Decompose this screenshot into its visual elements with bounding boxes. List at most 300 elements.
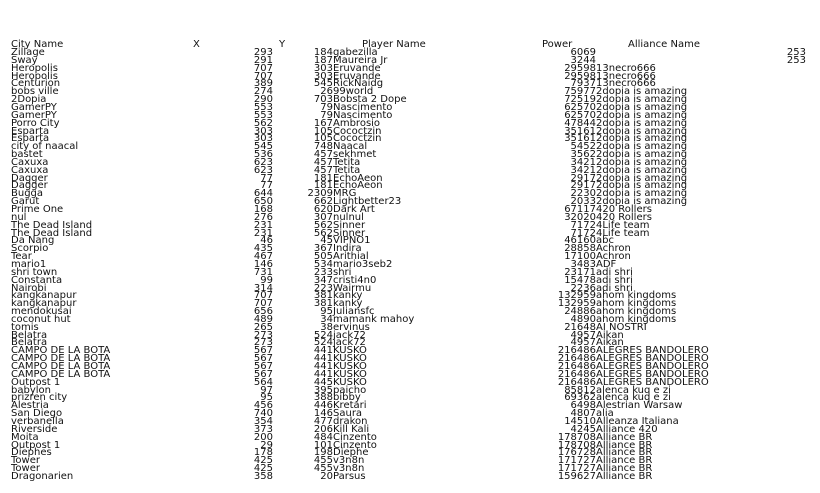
x-cell: 489 <box>253 313 273 325</box>
power-cell: 15478 <box>564 274 596 286</box>
table-row <box>0 205 820 213</box>
y-cell: 441 <box>313 361 333 372</box>
alliance-cell: adi shri <box>596 282 633 294</box>
y-cell: 303 <box>313 62 333 74</box>
power-cell: 216486 <box>557 361 596 372</box>
alliance-cell: adi shri <box>596 266 633 278</box>
x-cell: 276 <box>253 211 273 223</box>
city-cell: shri town <box>11 266 58 278</box>
power-cell: 7172 <box>570 227 596 239</box>
city-cell: verbanella <box>11 415 64 427</box>
y-cell: 167 <box>313 117 333 129</box>
alliance-cell: ALEGRES BANDOLERO <box>596 376 709 388</box>
y-cell: 187 <box>313 54 333 66</box>
x-cell: 77 <box>260 172 273 184</box>
x-cell: 274 <box>253 86 273 98</box>
header-x: X <box>193 39 200 50</box>
city-cell: kangkanapur <box>11 298 77 310</box>
x-cell: 389 <box>253 78 273 90</box>
alliance-cell: ahom kingdoms <box>596 313 677 325</box>
alliance-cell: ahom kingdoms <box>596 298 677 310</box>
city-cell: Dragonarien <box>11 470 74 482</box>
table-row <box>0 392 820 404</box>
x-cell: 650 <box>253 196 273 208</box>
x-cell: 290 <box>253 94 273 106</box>
x-cell: 77 <box>260 180 273 192</box>
table-row <box>0 133 820 145</box>
y-cell: 181 <box>313 172 333 184</box>
x-cell: 29 <box>260 439 273 451</box>
city-cell: Moita <box>11 431 39 443</box>
table-row <box>0 463 820 475</box>
power-cell: 85812 <box>564 384 596 396</box>
header-y: Y <box>279 39 286 50</box>
power-cell: 4957 <box>570 337 596 349</box>
y-cell: 367 <box>313 243 333 255</box>
y-cell: 105 <box>313 133 333 145</box>
x-cell: 435 <box>253 243 273 255</box>
power-cell: 62570 <box>564 101 596 113</box>
alliance-cell: Achron <box>596 251 631 263</box>
y-cell: 395 <box>313 384 333 396</box>
alliance-cell: adi shri <box>596 274 633 286</box>
y-cell: 524 <box>313 329 333 341</box>
player-cell: Nascimento <box>333 109 393 121</box>
alliance-cell: Alliance BR <box>596 470 653 482</box>
power-cell: 29598 <box>564 70 596 82</box>
power-cell: 4957 <box>570 329 596 341</box>
city-cell: 2Dopia <box>11 94 47 106</box>
city-cell: Riverside <box>11 423 58 435</box>
y-cell: 38 <box>320 321 333 333</box>
x-cell: 358 <box>253 470 273 482</box>
x-cell: 707 <box>253 298 273 310</box>
alliance-cell: Alliance BR <box>596 447 653 459</box>
x-cell: 46 <box>260 235 273 247</box>
x-cell: 231 <box>253 219 273 231</box>
alliance-cell: 420 Rollers <box>596 211 652 223</box>
alliance-cell: abc <box>596 235 614 247</box>
city-cell: Alestria <box>11 400 49 412</box>
player-cell: EchoAeon <box>333 180 383 192</box>
table-row <box>0 400 820 412</box>
player-cell: Eruvande <box>333 62 381 74</box>
city-cell: Sway <box>11 54 38 66</box>
city-cell: CAMPO DE LA BOTA <box>11 361 111 372</box>
alliance-cell: ahom kingdoms <box>596 306 677 318</box>
y-cell: 307 <box>313 211 333 223</box>
player-cell: Parsus <box>333 470 366 482</box>
x-cell: 707 <box>253 290 273 302</box>
power-cell: 216486 <box>557 345 596 357</box>
alliance-cell: Alliance BR <box>596 463 653 475</box>
power-cell: 2236 <box>570 282 596 294</box>
power-cell: 132959 <box>557 298 596 310</box>
player-cell: gabezilla <box>333 47 378 58</box>
x-cell: 168 <box>253 204 273 215</box>
city-cell: Tower <box>11 455 40 467</box>
table-row <box>0 103 820 111</box>
x-cell: 293 <box>253 47 273 58</box>
table-row <box>0 455 820 467</box>
x-cell: 303 <box>253 133 273 145</box>
city-cell: Dagger <box>11 180 48 192</box>
x-cell: 354 <box>253 415 273 427</box>
player-cell: Lightbetter23 <box>333 196 402 208</box>
x-cell: 623 <box>253 156 273 168</box>
power-cell: 69362 <box>564 392 596 404</box>
y-cell: 146 <box>313 408 333 420</box>
table-row <box>0 72 820 80</box>
header-power: Power <box>542 39 573 50</box>
city-cell: Outpost 1 <box>11 439 61 451</box>
city-cell: Diephes <box>11 447 52 459</box>
table-row <box>0 141 820 153</box>
player-cell: mario3seb2 <box>333 258 393 270</box>
power-cell: 21648 <box>564 321 596 333</box>
y-cell: 562 <box>313 227 333 239</box>
player-cell: Sinner <box>333 227 366 239</box>
table-row <box>0 188 820 200</box>
alliance-cell: alenca kuq e zi <box>596 384 671 396</box>
player-cell: kanky <box>333 298 363 310</box>
y-cell: 206 <box>313 423 333 435</box>
power-cell: 216486 <box>557 368 596 380</box>
x-cell: 656 <box>253 306 273 318</box>
player-cell: Cinzento <box>333 439 377 451</box>
x-cell: 567 <box>253 368 273 380</box>
power-cell: 3421 <box>570 156 596 168</box>
alliance-cell: Alliance BR <box>596 439 653 451</box>
player-cell: Kretari <box>333 400 367 412</box>
city-cell: Esparta <box>11 125 50 137</box>
extra-cell: 253 <box>786 47 806 58</box>
city-cell: coconut hut <box>11 313 71 325</box>
y-cell: 446 <box>313 400 333 412</box>
y-cell: 198 <box>313 447 333 459</box>
player-cell: shri <box>333 266 352 278</box>
city-cell: Belatra <box>11 329 48 341</box>
player-cell: kanky <box>333 290 363 302</box>
alliance-cell: ADF <box>596 258 617 270</box>
city-cell: mendokusai <box>11 306 72 318</box>
alliance-cell: Alliance 420 <box>596 423 658 435</box>
power-cell: 2230 <box>570 188 596 200</box>
power-cell: 47844 <box>564 117 596 129</box>
x-cell: 564 <box>253 376 273 388</box>
power-cell: 216486 <box>557 353 596 365</box>
x-cell: 623 <box>253 164 273 176</box>
city-cell: Tear <box>11 251 32 263</box>
power-cell: 178708 <box>557 439 596 451</box>
alliance-cell: 2dopia is amazing <box>596 196 688 208</box>
x-cell: 553 <box>253 109 273 121</box>
x-cell: 740 <box>253 408 273 420</box>
table-row <box>0 378 820 386</box>
table-row <box>0 315 820 323</box>
alliance-cell: 2dopia is amazing <box>596 180 688 192</box>
alliance-cell: Alleanza Italiana <box>596 415 679 427</box>
city-cell: Bugga <box>11 188 44 200</box>
y-cell: 457 <box>313 164 333 176</box>
power-cell: 3562 <box>570 149 596 161</box>
y-cell: 381 <box>313 298 333 310</box>
x-cell: 644 <box>253 188 273 200</box>
y-cell: 45 <box>320 235 333 247</box>
x-cell: 95 <box>260 392 273 404</box>
y-cell: 34 <box>320 313 333 325</box>
x-cell: 273 <box>253 337 273 349</box>
city-cell: kangkanapur <box>11 290 77 302</box>
x-cell: 146 <box>253 258 273 270</box>
y-cell: 505 <box>313 251 333 263</box>
power-cell: 159627 <box>557 470 596 482</box>
player-cell: v3n8n <box>333 463 365 475</box>
power-cell: 6069 <box>570 47 596 58</box>
y-cell: 620 <box>313 204 333 215</box>
alliance-cell: 13necro666 <box>596 62 656 74</box>
y-cell: 455 <box>313 455 333 467</box>
table-row <box>0 158 820 166</box>
y-cell: 184 <box>313 47 333 58</box>
player-cell: 99world <box>333 86 374 98</box>
alliance-cell: alenca kuq e zi <box>596 392 671 404</box>
x-cell: 178 <box>253 447 273 459</box>
table-row <box>0 111 820 119</box>
city-cell: GamerPY <box>11 109 57 121</box>
table-row <box>0 417 820 425</box>
alliance-cell: ALEGRES BANDOLERO <box>596 353 709 365</box>
alliance-cell: 2dopia is amazing <box>596 141 688 153</box>
player-cell: bibby <box>333 392 361 404</box>
table-row <box>0 447 820 459</box>
player-cell: Indira <box>333 243 362 255</box>
city-cell: Esparta <box>11 133 50 145</box>
y-cell: 26 <box>320 86 333 98</box>
x-cell: 425 <box>253 463 273 475</box>
table-row <box>0 221 820 229</box>
y-cell: 79 <box>320 109 333 121</box>
city-cell: Prime One <box>11 204 64 215</box>
x-cell: 553 <box>253 101 273 113</box>
player-cell: Arithial <box>333 251 369 263</box>
y-cell: 105 <box>313 125 333 137</box>
y-cell: 484 <box>313 431 333 443</box>
player-cell: jack72 <box>333 329 366 341</box>
header-city-name: City Name <box>11 39 64 50</box>
y-cell: 662 <box>313 196 333 208</box>
y-cell: 441 <box>313 368 333 380</box>
power-cell: 2917 <box>570 172 596 184</box>
alliance-cell: 2dopia is amazing <box>596 133 688 145</box>
alliance-cell: ALEGRES BANDOLERO <box>596 368 709 380</box>
power-cell: 67117 <box>564 204 596 215</box>
y-cell: 477 <box>313 415 333 427</box>
city-cell: Da Nang <box>11 235 55 247</box>
power-cell: 28858 <box>564 243 596 255</box>
y-cell: 748 <box>313 141 333 153</box>
player-cell: MRG <box>333 188 357 200</box>
player-cell: Sinner <box>333 219 366 231</box>
x-cell: 231 <box>253 227 273 239</box>
power-cell: 4890 <box>570 313 596 325</box>
player-cell: Tetita <box>333 156 361 168</box>
player-cell: Kill Kali <box>333 423 370 435</box>
table-row <box>0 441 820 449</box>
city-cell: Porro City <box>11 117 60 129</box>
power-cell: 75977 <box>564 86 596 98</box>
city-cell: Heropolis <box>11 70 58 82</box>
city-cell: Dagger <box>11 172 48 184</box>
table-row <box>0 180 820 192</box>
y-cell: 95 <box>320 306 333 318</box>
y-cell: 181 <box>313 180 333 192</box>
alliance-cell: 2dopia is amazing <box>596 172 688 184</box>
city-cell: San Diego <box>11 408 63 420</box>
y-cell: 455 <box>313 463 333 475</box>
power-cell: 6498 <box>570 400 596 412</box>
alliance-cell: Alliance BR <box>596 431 653 443</box>
y-cell: 233 <box>313 266 333 278</box>
x-cell: 731 <box>253 266 273 278</box>
x-cell: 545 <box>253 141 273 153</box>
power-cell: 14510 <box>564 415 596 427</box>
player-cell: KUSKO <box>333 376 367 388</box>
alliance-cell: 13necro666 <box>596 70 656 82</box>
table-row <box>0 86 820 98</box>
x-cell: 707 <box>253 62 273 74</box>
table-row <box>0 127 820 135</box>
power-cell: 3483 <box>570 258 596 270</box>
power-cell: 32020 <box>564 211 596 223</box>
y-cell: 388 <box>313 392 333 404</box>
power-cell: 23171 <box>564 266 596 278</box>
alliance-cell: 2dopia is amazing <box>596 149 688 161</box>
y-cell: 20 <box>320 470 333 482</box>
player-cell: Cococtzin <box>333 125 382 137</box>
player-cell: v3n8n <box>333 455 365 467</box>
player-cell: Nascimento <box>333 101 393 113</box>
alliance-cell: 2dopia is amazing <box>596 164 688 176</box>
city-cell: bastet <box>11 149 43 161</box>
y-cell: 223 <box>313 282 333 294</box>
player-cell: mamank mahoy <box>333 313 415 325</box>
city-cell: Outpost 1 <box>11 376 61 388</box>
player-cell: Saura <box>333 408 363 420</box>
x-cell: 303 <box>253 125 273 137</box>
alliance-cell: 4Life team <box>596 219 650 231</box>
city-cell: GamerPY <box>11 101 57 113</box>
city-cell: city of naacal <box>11 141 79 153</box>
y-cell: 457 <box>313 149 333 161</box>
table-row <box>0 48 820 56</box>
table-row <box>0 243 820 255</box>
power-cell: 46160 <box>564 235 596 247</box>
power-cell: 176728 <box>557 447 596 459</box>
player-cell: KUSKO <box>333 353 367 365</box>
player-cell: Maureira Jr <box>333 54 388 66</box>
player-cell: Cococtzin <box>333 133 382 145</box>
table-row <box>0 433 820 441</box>
alliance-cell: AI NOSTRI <box>596 321 647 333</box>
player-cell: sekhmet <box>333 149 377 161</box>
y-cell: 457 <box>313 156 333 168</box>
player-cell: RickNaidg <box>333 78 384 90</box>
table-row <box>0 298 820 310</box>
power-cell: 3421 <box>570 164 596 176</box>
x-cell: 373 <box>253 423 273 435</box>
power-cell: 132959 <box>557 290 596 302</box>
player-cell: nulnul <box>333 211 364 223</box>
header-alliance-name: Alliance Name <box>628 39 700 50</box>
y-cell: 2309 <box>307 188 333 200</box>
table-row <box>0 290 820 302</box>
player-cell: Tetita <box>333 164 361 176</box>
y-cell: 703 <box>313 94 333 106</box>
x-cell: 265 <box>253 321 273 333</box>
table-row <box>0 386 820 394</box>
alliance-cell: ahom kingdoms <box>596 290 677 302</box>
city-cell: Heropolis <box>11 62 58 74</box>
city-cell: Caxuxa <box>11 164 49 176</box>
power-cell: 4245 <box>570 423 596 435</box>
table-row <box>0 331 820 339</box>
table-row <box>0 149 820 161</box>
alliance-cell: 2dopia is amazing <box>596 188 688 200</box>
table-row <box>0 284 820 292</box>
table-row <box>0 174 820 182</box>
y-cell: 562 <box>313 219 333 231</box>
city-cell: Garut <box>11 196 40 208</box>
x-cell: 425 <box>253 455 273 467</box>
y-cell: 101 <box>313 439 333 451</box>
city-cell: CAMPO DE LA BOTA <box>11 345 111 357</box>
player-cell: jack72 <box>333 337 366 349</box>
city-cell: tomis <box>11 321 39 333</box>
alliance-cell: 2dopia is amazing <box>596 101 688 113</box>
power-cell: 171727 <box>557 463 596 475</box>
power-cell: 178708 <box>557 431 596 443</box>
x-cell: 562 <box>253 117 273 129</box>
player-cell: Dark Art <box>333 204 375 215</box>
alliance-cell: 4Life team <box>596 227 650 239</box>
power-cell: 4807 <box>570 408 596 420</box>
power-cell: 5452 <box>570 141 596 153</box>
y-cell: 347 <box>313 274 333 286</box>
alliance-cell: ALEGRES BANDOLERO <box>596 345 709 357</box>
table-row <box>0 213 820 221</box>
x-cell: 97 <box>260 384 273 396</box>
x-cell: 314 <box>253 282 273 294</box>
header-player-name: Player Name <box>362 39 426 50</box>
alliance-cell: alia <box>596 408 614 420</box>
city-cell: CAMPO DE LA BOTA <box>11 353 111 365</box>
alliance-cell: Aikan <box>596 337 624 349</box>
player-cell: ervinus <box>333 321 370 333</box>
alliance-cell: Aikan <box>596 329 624 341</box>
power-cell: 29598 <box>564 62 596 74</box>
alliance-cell: 420 Rollers <box>596 204 652 215</box>
alliance-cell: 2dopia is amazing <box>596 94 688 106</box>
x-cell: 456 <box>253 400 273 412</box>
city-cell: bobs ville <box>11 86 59 98</box>
city-cell: Nairobi <box>11 282 47 294</box>
player-cell: Bobsta 2 Dope <box>333 94 407 106</box>
table-row <box>0 408 820 420</box>
alliance-cell: 13necro666 <box>596 78 656 90</box>
player-cell: Wairmu <box>333 282 372 294</box>
x-cell: 536 <box>253 149 273 161</box>
